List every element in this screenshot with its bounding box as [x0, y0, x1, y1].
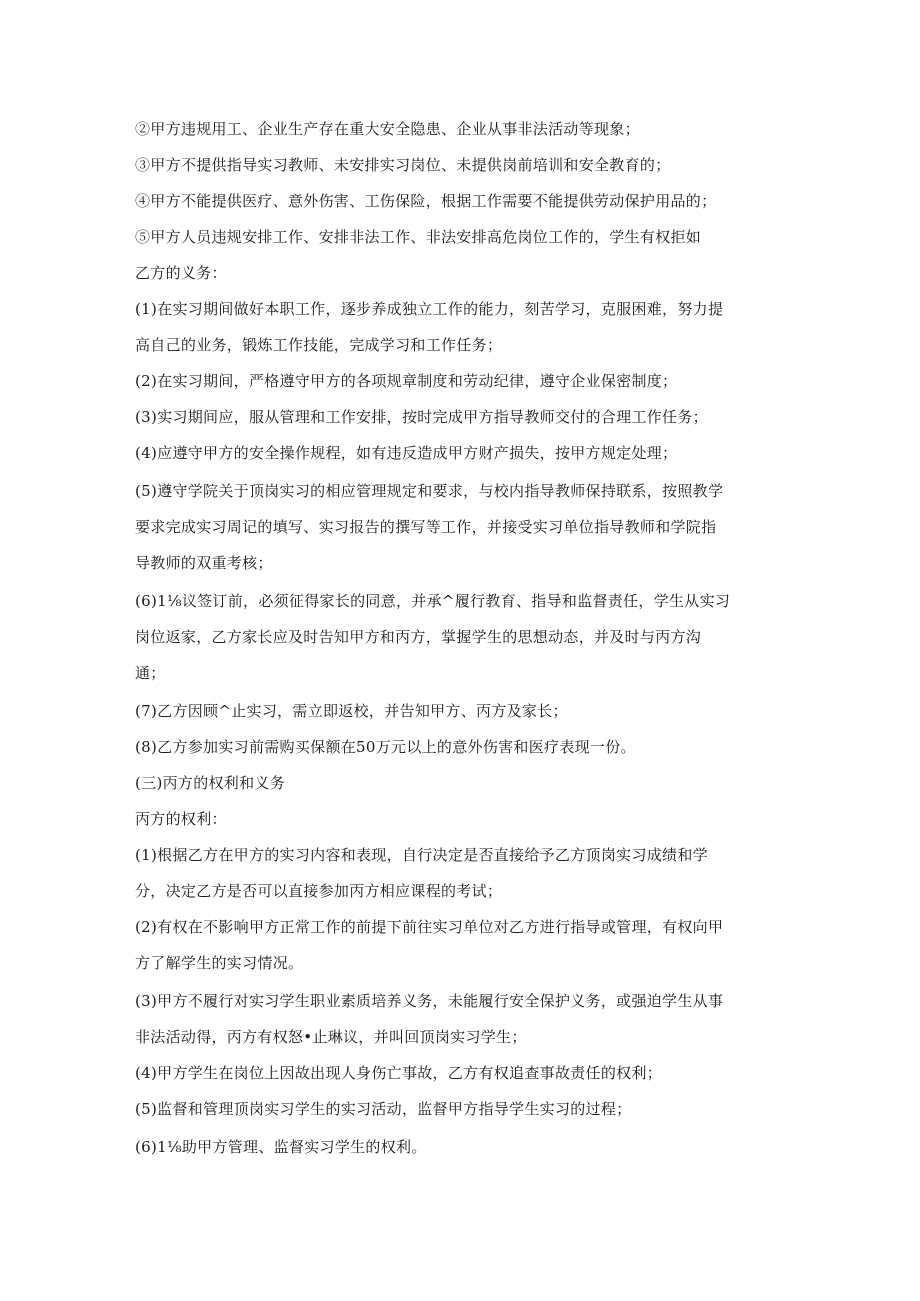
text-line: (8)乙方参加实习前需购买保额在50万元以上的意外伤害和医疗表现一份。	[135, 738, 636, 756]
section-heading: 丙方的权利：	[135, 810, 227, 828]
section-heading: (三)丙方的权利和义务	[135, 774, 286, 792]
text-line: (1)根据乙方在甲方的实习内容和表现，自行决定是否直接给予乙方顶岗实习成绩和学	[135, 846, 708, 864]
text-line: (3)甲方不履行对实习学生职业素质培养义务，未能履行安全保护义务，或强迫学生从事	[135, 992, 724, 1010]
text-line: 导教师的双重考核；	[135, 554, 273, 572]
text-line: ④甲方不能提供医疗、意外伤害、工伤保险，根据工作需要不能提供劳动保护用品的；	[135, 192, 717, 210]
text-line: 高自己的业务，锻炼工作技能，完成学习和工作任务；	[135, 336, 503, 354]
text-line: 分，决定乙方是否可以直接参加丙方相应课程的考试；	[135, 882, 503, 900]
text-line: (4)甲方学生在岗位上因故出现人身伤亡事故，乙方有权追查事故责任的权利；	[135, 1064, 663, 1082]
text-line: ③甲方不提供指导实习教师、未安排实习岗位、未提供岗前培训和安全教育的；	[135, 156, 671, 174]
text-line: (6)1⅛议签订前，必须征得家长的同意，并承^履行教育、指导和监督责任，学生从实习	[135, 592, 731, 610]
text-line: ⑤甲方人员违规安排工作、安排非法工作、非法安排高危岗位工作的，学生有权拒如	[135, 228, 702, 246]
text-line: (4)应遵守甲方的安全操作规程，如有违反造成甲方财产损失，按甲方规定处理；	[135, 444, 678, 462]
text-line: (5)监督和管理顶岗实习学生的实习活动，监督甲方指导学生实习的过程；	[135, 1100, 632, 1118]
text-line: (3)实习期间应，服从管理和工作安排，按时完成甲方指导教师交付的合理工作任务；	[135, 408, 708, 426]
text-line: 岗位返家，乙方家长应及时告知甲方和丙方，掌握学生的思想动态，并及时与丙方沟	[135, 628, 702, 646]
section-heading: 乙方的义务：	[135, 264, 227, 282]
text-line: (6)1⅛助甲方管理、监督实习学生的权利。	[135, 1138, 427, 1156]
text-line: (7)乙方因顾^止实习，需立即返校，并告知甲方、丙方及家长；	[135, 702, 568, 720]
text-line: (1)在实习期间做好本职工作，逐步养成独立工作的能力，刻苦学习，克服困难，努力提	[135, 300, 724, 318]
text-line: (2)在实习期间，严格遵守甲方的各项规章制度和劳动纪律，遵守企业保密制度；	[135, 372, 678, 390]
text-line: (2)有权在不影响甲方正常工作的前提下前往实习单位对乙方进行指导或管理，有权向甲	[135, 918, 724, 936]
text-line: 通；	[135, 664, 166, 682]
text-line: 方了解学生的实习情况。	[135, 954, 304, 972]
text-line: 非法活动得，丙方有权怒•止琳议，并叫回顶岗实习学生；	[135, 1028, 527, 1046]
text-line: ②甲方违规用工、企业生产存在重大安全隐患、企业从事非法活动等现象；	[135, 120, 640, 138]
text-line: (5)遵守学院关于顶岗实习的相应管理规定和要求，与校内指导教师保持联系，按照教学	[135, 482, 724, 500]
text-line: 要求完成实习周记的填写、实习报告的撰写等工作，并接受实习单位指导教师和学院指	[135, 518, 717, 536]
